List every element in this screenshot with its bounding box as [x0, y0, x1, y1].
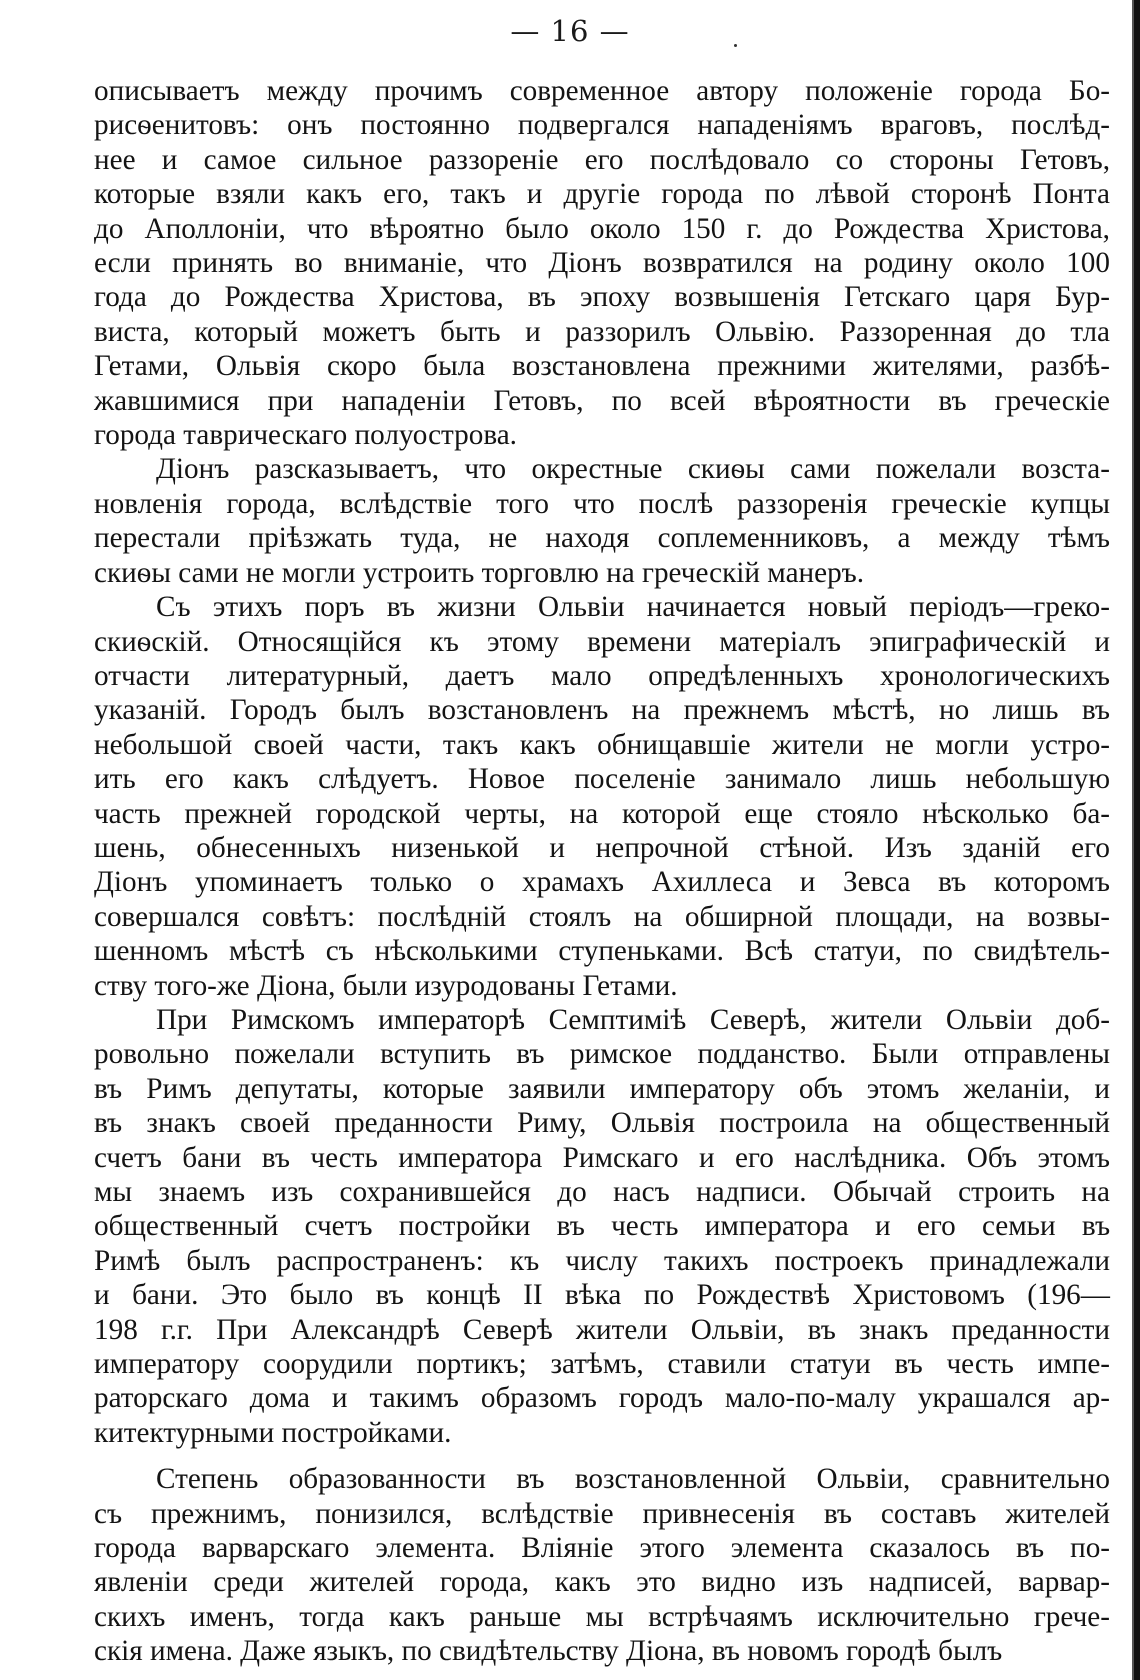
text-line: скиѳскій. Относящійся къ этому времени матеріалъ эпиграфическій и	[94, 625, 1110, 658]
text-line: которые взяли какъ его, такъ и другіе города по лѣвой сторонѣ Понта	[94, 178, 1110, 211]
text-line: города варварскаго элемента. Вліяніе этого элемента сказалось въ по-	[94, 1532, 1111, 1565]
text-line: Римѣ былъ распространенъ: къ числу такихъ построекъ принадлежали	[94, 1244, 1110, 1277]
text-line: указаній. Городъ былъ возстановленъ на прежнемъ мѣстѣ, но лишь въ	[94, 694, 1110, 727]
text-line: совершался совѣтъ: послѣдній стоялъ на обширной площади, на возвы-	[94, 900, 1111, 933]
text-line: новленія города, вслѣдствіе того что послѣ раззоренія греческіе купцы	[94, 487, 1110, 520]
page-number: — 16 —	[510, 14, 630, 48]
text-line: китектурными постройками.	[94, 1416, 452, 1449]
text-line: виста, который можетъ быть и раззорилъ Ольвію. Раззоренная до тла	[94, 315, 1110, 348]
paragraph-3	[94, 590, 1110, 1003]
text-line: явленіи среди жителей города, какъ это видно изъ надписей, варвар-	[94, 1566, 1110, 1599]
text-line: нее и самое сильное раззореніе его послѣдовало со стороны Гетовъ,	[94, 143, 1110, 176]
text-line: если принять во вниманіе, что Діонъ возвратился на родину около 100	[94, 247, 1110, 280]
text-line: ить его какъ слѣдуетъ. Новое поселеніе занимало лишь небольшую	[94, 763, 1110, 796]
text-line: года до Рождества Христова, въ эпоху возвышенія Гетскаго царя Бур-	[94, 281, 1111, 314]
text-line: Съ этихъ поръ въ жизни Ольвіи начинается новый періодъ—греко-	[156, 591, 1110, 624]
paragraph-2	[94, 452, 1110, 590]
text-line: ству того-же Діона, были изуродованы Гетами.	[94, 969, 678, 1002]
text-line: небольшой своей части, такъ какъ обнищавшіе жители не могли устро-	[94, 728, 1111, 761]
text-line: скія имена. Даже языкъ, по свидѣтельству Діона, въ новомъ городѣ былъ	[94, 1635, 1003, 1668]
text-line: шенномъ мѣстѣ съ нѣсколькими ступеньками. Всѣ статуи, по свидѣтель-	[94, 935, 1110, 968]
text-line: въ знакъ своей преданности Риму, Ольвія построила на общественный	[94, 1107, 1111, 1140]
text-line: скиѳы сами не могли устроить торговлю на греческій манеръ.	[94, 556, 865, 589]
text-line: города таврическаго полуострова.	[94, 419, 517, 452]
text-line: съ прежнимъ, понизился, вслѣдствіе привнесенія въ составъ жителей	[94, 1497, 1110, 1530]
text-line: императору соорудили портикъ; затѣмъ, ставили статуи въ честь импе-	[94, 1348, 1111, 1381]
text-line: раторскаго дома и такимъ образомъ городъ мало-по-малу украшался ар-	[94, 1382, 1110, 1415]
text-line: до Аполлоніи, что вѣроятно было около 150 г. до Рождества Христова,	[94, 212, 1110, 245]
text-line: Степень образованности въ возстановленной Ольвіи, сравнительно	[156, 1463, 1111, 1496]
scan-speck	[734, 44, 737, 47]
paragraph-5	[94, 1462, 1110, 1668]
text-line: въ Римъ депутаты, которые заявили императору объ этомъ желаніи, и	[94, 1072, 1111, 1105]
text-line: перестали пріѣзжать туда, не находя соплеменниковъ, а между тѣмъ	[94, 522, 1111, 555]
text-line: шень, обнесенныхъ низенькой и непрочной стѣной. Изъ зданій его	[94, 831, 1110, 864]
paragraph-4	[94, 1003, 1110, 1450]
text-line: общественный счетъ постройки въ честь императора и его семьи въ	[94, 1210, 1111, 1243]
text-line: рисѳенитовъ: онъ постоянно подвергался нападеніямъ враговъ, послѣд-	[94, 109, 1111, 142]
text-line: часть прежней городской черты, на которой еще стояло нѣсколько ба-	[94, 797, 1111, 830]
text-line: Гетами, Ольвія скоро была возстановлена прежними жителями, разбѣ-	[94, 350, 1110, 383]
text-line: 198 г.г. При Александрѣ Северѣ жители Ольвіи, въ знакъ преданности	[94, 1313, 1110, 1346]
text-line: ровольно пожелали вступить въ римское подданство. Были отправлены	[94, 1038, 1110, 1071]
text-line: счетъ бани въ честь императора Римскаго и его наслѣдника. Объ этомъ	[94, 1141, 1111, 1174]
text-line: Діонъ упоминаетъ только о храмахъ Ахиллеса и Зевса въ которомъ	[94, 866, 1110, 899]
text-line: скихъ именъ, тогда какъ раньше мы встрѣчаямъ исключительно грече-	[94, 1600, 1110, 1633]
scan-edge	[1134, 0, 1140, 1680]
text-line: и бани. Это было въ концѣ II вѣка по Рождествѣ Христовомъ (196—	[94, 1279, 1110, 1312]
text-line: отчасти литературный, даетъ мало опредѣленныхъ хронологическихъ	[94, 659, 1111, 692]
text-line: мы знаемъ изъ сохранившейся до насъ надписи. Обычай строить на	[94, 1176, 1110, 1208]
text-line: жавшимися при нападеніи Гетовъ, по всей вѣроятности въ греческіе	[94, 384, 1111, 417]
page-text	[94, 74, 1110, 1669]
text-line: описываетъ между прочимъ современное автору положеніе города Бо-	[94, 75, 1111, 107]
paragraph-1	[94, 74, 1110, 452]
text-line: При Римскомъ императорѣ Семптиміѣ Северѣ, жители Ольвіи доб-	[156, 1003, 1110, 1036]
text-line: Діонъ разсказываетъ, что окрестные скиѳы сами пожелали возста-	[156, 453, 1110, 486]
